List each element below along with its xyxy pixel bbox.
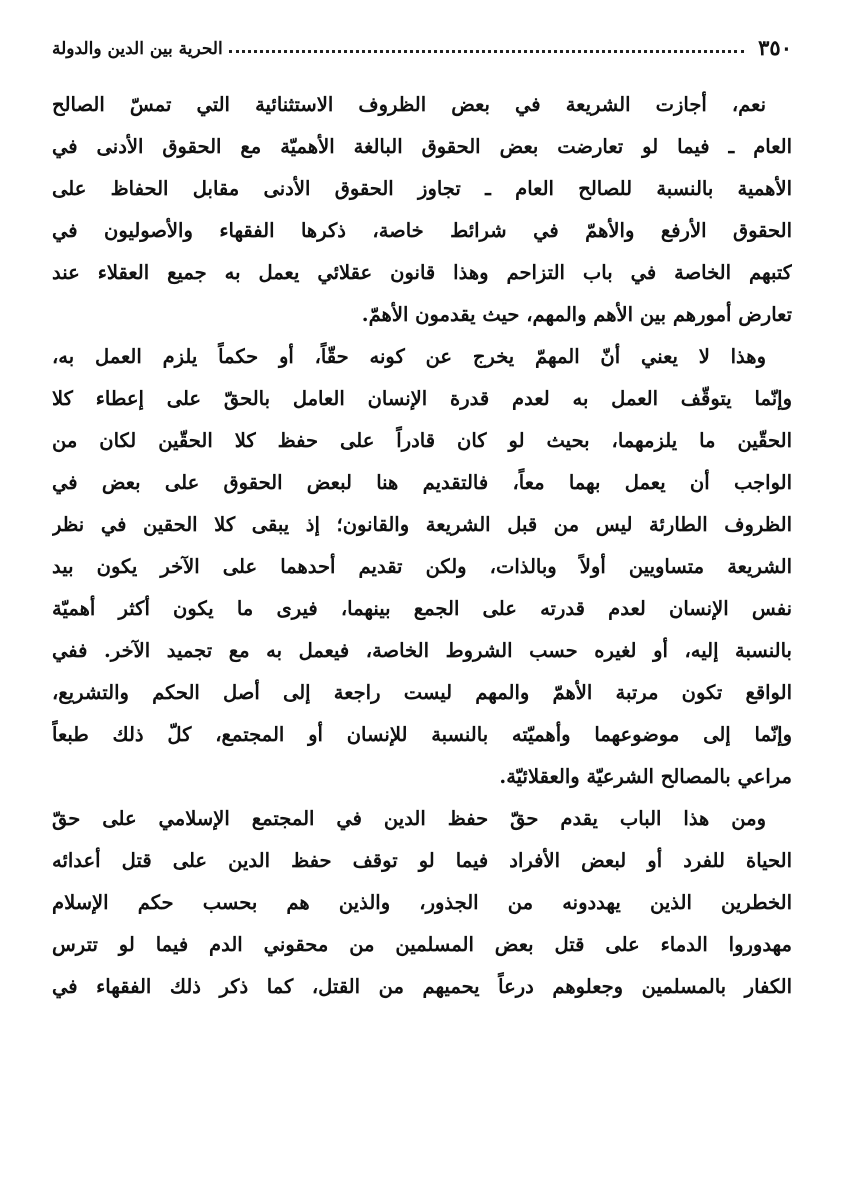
text-line: الخطرين الذين يهددونه من الجذور، والذين هم بحسب حكم الإسلام <box>52 891 792 914</box>
text-line: الواقع تكون مرتبة الأهمّ والمهم ليست راجعة إلى أصل الحكم والتشريع، <box>52 681 792 704</box>
text-line: ومن هذا الباب يقدم حقّ حفظ الدين في المجتمع الإسلامي على حقّ <box>52 807 766 830</box>
text-line: نفس الإنسان لعدم قدرته على الجمع بينهما، فيرى ما يكون أكثر أهميّة <box>52 597 792 620</box>
text-line: الواجب أن يعمل بهما معاً، فالتقديم هنا لبعض الحقوق على بعض في <box>52 471 792 494</box>
text-line: تعارض أمورهم بين الأهم والمهم، حيث يقدمون الأهمّ. <box>361 303 792 326</box>
book-title: الحرية بين الدين والدولة <box>52 39 223 59</box>
text-line: الحياة للفرد أو لبعض الأفراد فيما لو توقف حفظ الدين على قتل أعدائه <box>52 849 792 872</box>
text-line: وإنّما يتوقّف العمل به لعدم قدرة الإنسان العامل بالحقّ على إعطاء كلا <box>52 387 792 410</box>
text-line: بالنسبة إليه، أو لغيره حسب الشروط الخاصة، فيعمل به مع تجميد الآخر. ففي <box>52 639 792 662</box>
text-line: الأهمية بالنسبة للصالح العام ـ تجاوز الحقوق الأدنى مقابل الحفاظ على <box>52 177 792 200</box>
text-line: وهذا لا يعني أنّ المهمّ يخرج عن كونه حقّاً، أو حكماً يلزم العمل به، <box>52 345 766 368</box>
text-line: مهدوروا الدماء على قتل بعض المسلمين من محقوني الدم فيما لو تترس <box>52 933 792 956</box>
text-line: مراعي بالمصالح الشرعيّة والعقلائيّة. <box>499 765 792 788</box>
text-line: الشريعة متساويين أولاً وبالذات، ولكن تقديم أحدهما على الآخر يكون بيد <box>52 555 792 578</box>
text-line: العام ـ فيما لو تعارضت بعض الحقوق البالغة الأهميّة مع الحقوق الأدنى في <box>52 135 792 158</box>
running-header <box>52 26 792 58</box>
text-line: الظروف الطارئة ليس من قبل الشريعة والقانون؛ إذ يبقى كلا الحقين في نظر <box>52 513 792 536</box>
text-line: الحقوق الأرفع والأهمّ في شرائط خاصة، ذكرها الفقهاء والأصوليون في <box>52 219 792 242</box>
text-line: كتبهم الخاصة في باب التزاحم وهذا قانون عقلائي يعمل به جميع العقلاء عند <box>52 261 792 284</box>
text-line: وإنّما إلى موضوعهما وأهميّته بالنسبة للإنسان أو المجتمع، كلّ ذلك طبعاً <box>52 723 792 746</box>
body-text <box>52 84 792 1008</box>
page-number: ٣٥٠ <box>758 35 792 60</box>
dotted-leader <box>229 50 744 53</box>
text-line: نعم، أجازت الشريعة في بعض الظروف الاستثنائية التي تمسّ الصالح <box>52 93 766 116</box>
text-line: الكفار بالمسلمين وجعلوهم درعاً يحميهم من القتل، كما ذكر ذلك الفقهاء في <box>52 975 792 998</box>
text-line: الحقّين ما يلزمهما، بحيث لو كان قادراً على حفظ كلا الحقّين لكان من <box>52 429 792 452</box>
